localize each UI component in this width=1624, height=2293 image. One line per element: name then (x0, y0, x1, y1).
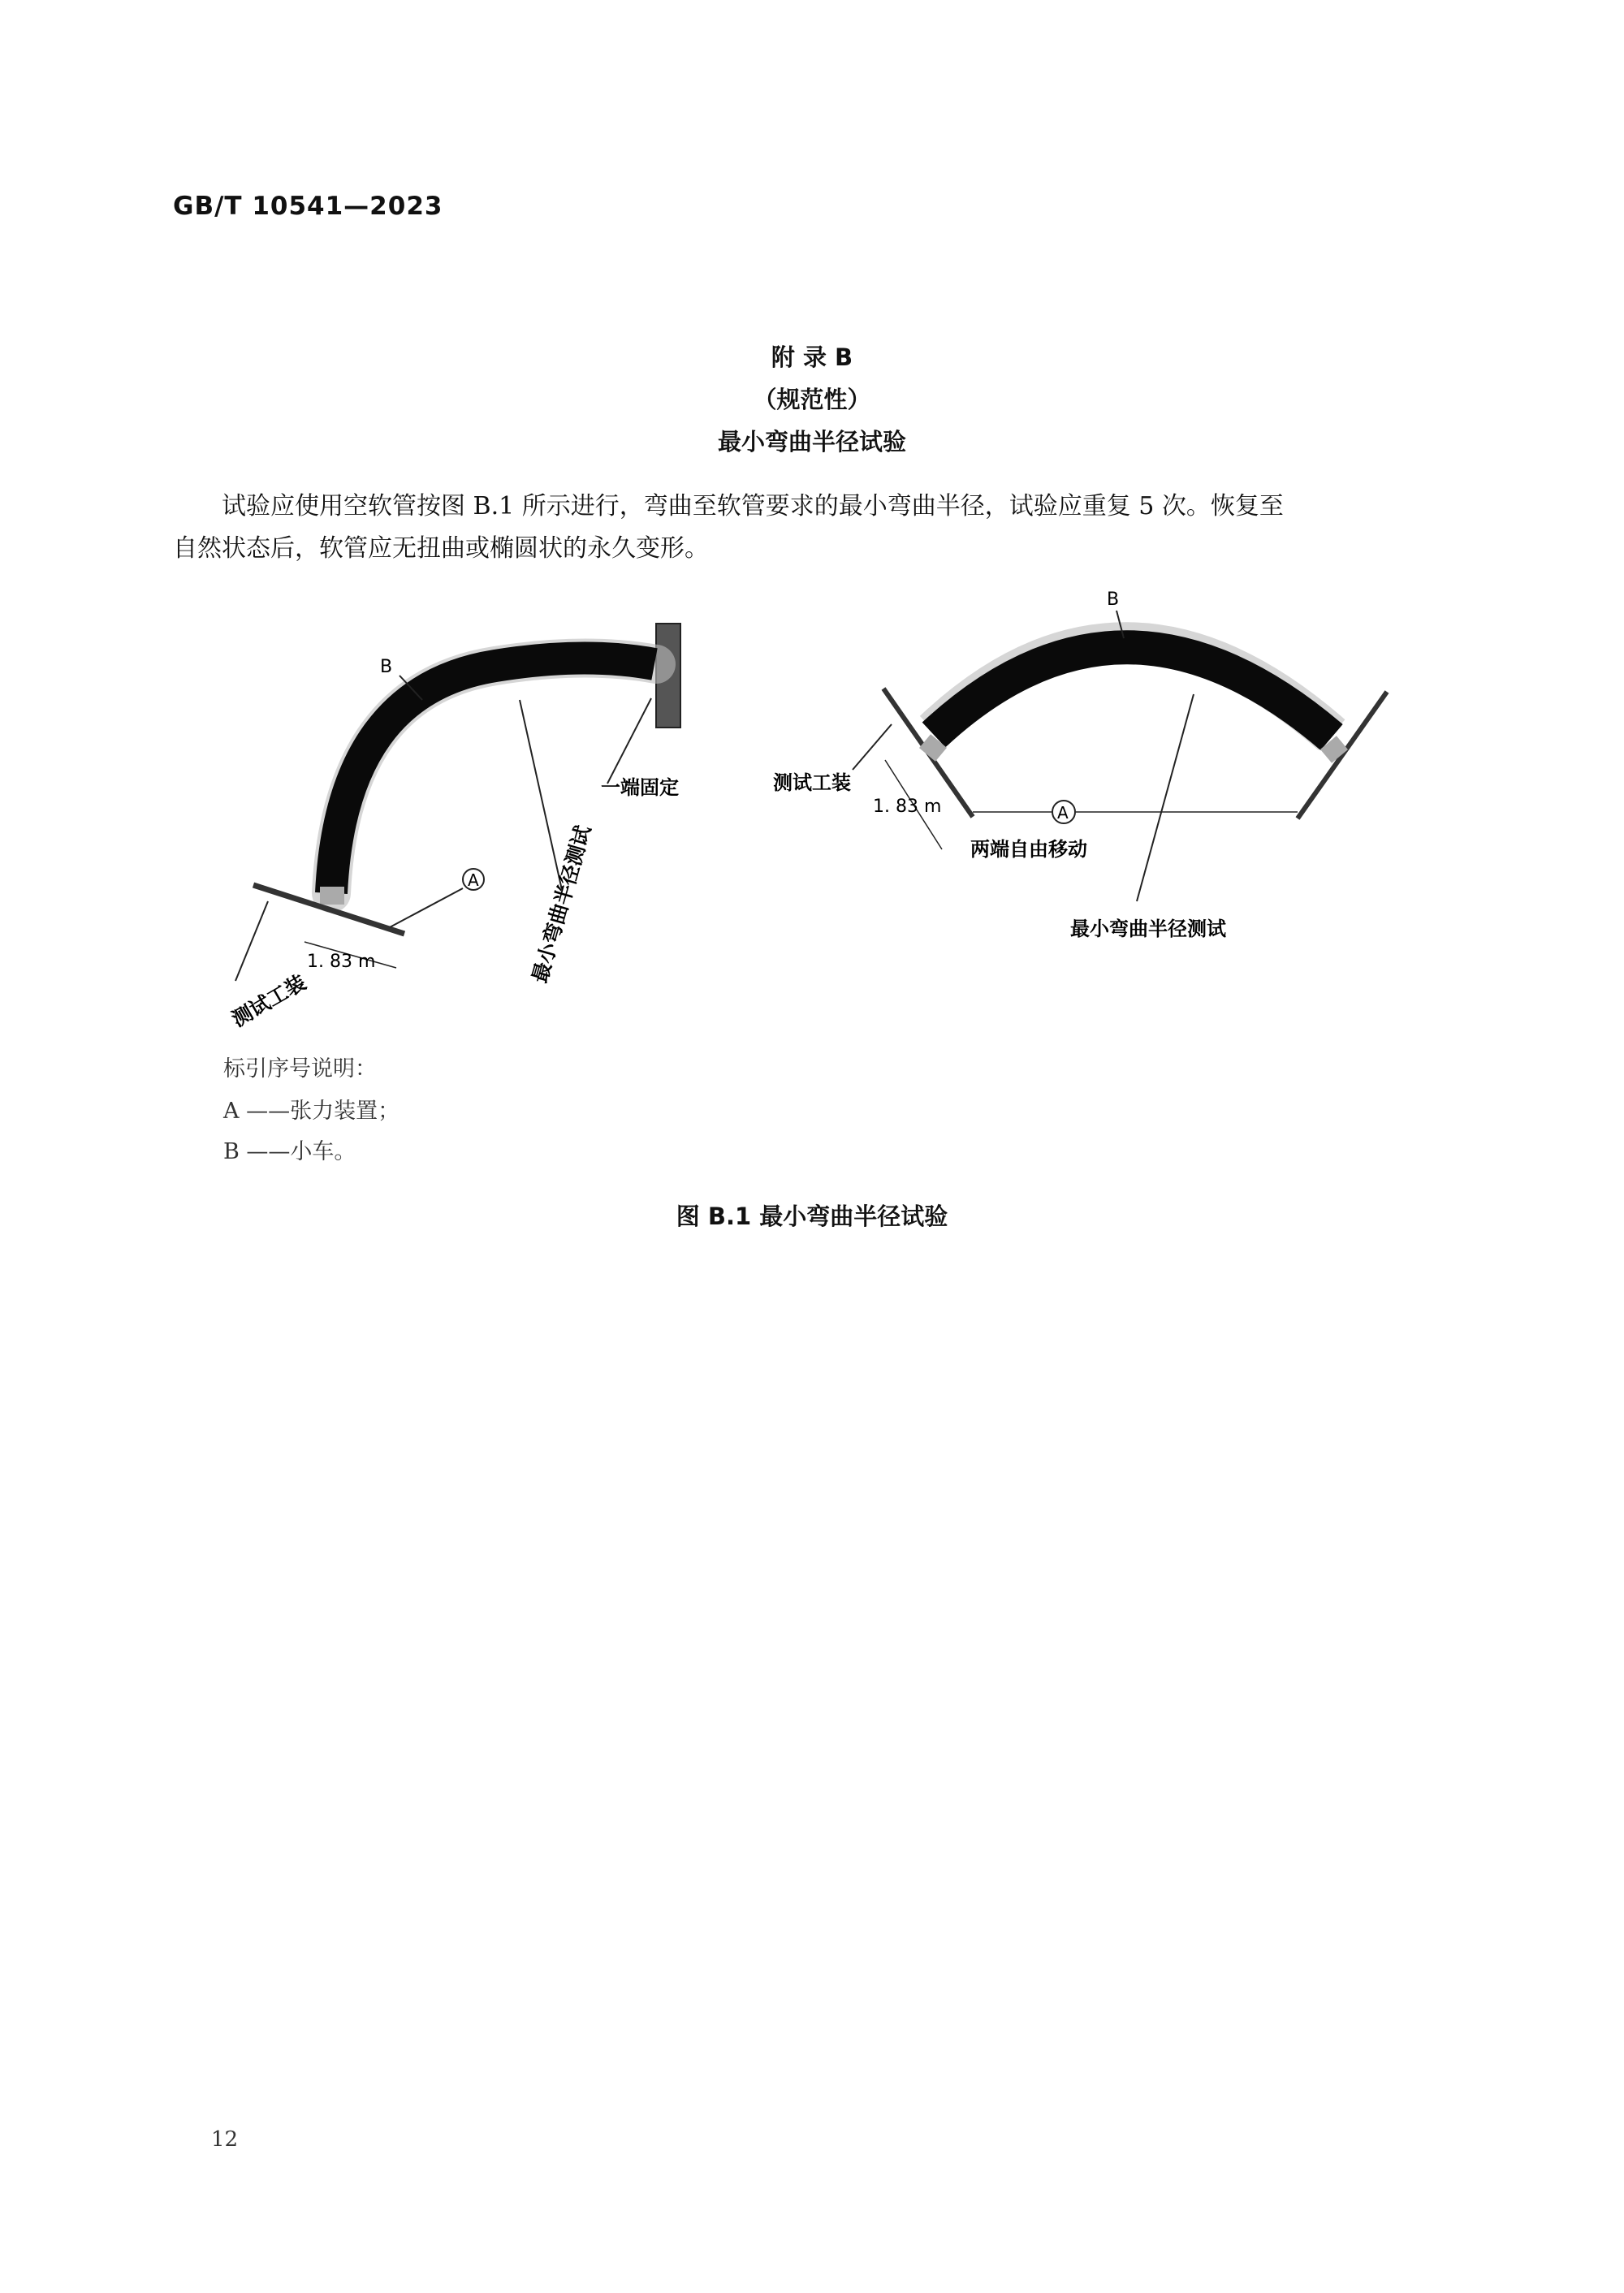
left-hose-coupling (320, 887, 344, 905)
left-min-radius-label: 最小弯曲半径测试 (527, 823, 595, 986)
right-test-fixture-label: 测试工装 (773, 771, 851, 794)
right-diagram (773, 589, 1387, 940)
annex-nature: （规范性） (753, 386, 871, 413)
left-label-a: A (468, 870, 479, 890)
right-both-ends-free-label: 两端自由移动 (970, 838, 1087, 861)
left-test-fixture-label: 测试工装 (227, 970, 310, 1032)
right-radius-leader (1137, 694, 1194, 901)
left-fixed-leader (607, 698, 651, 784)
right-label-b: B (1107, 589, 1120, 610)
left-a-leader (390, 888, 463, 927)
left-diagram (228, 624, 681, 1031)
left-radius-leader (520, 700, 562, 890)
legend-item-a: A ——张力装置； (223, 1099, 400, 1124)
figure-caption: 图 B.1 最小弯曲半径试验 (676, 1203, 948, 1230)
left-dimension-label: 1. 83 m (307, 952, 376, 972)
right-label-a: A (1057, 803, 1069, 823)
body-line-1: 试验应使用空软管按图 B.1 所示进行，弯曲至软管要求的最小弯曲半径，试验应重复 5 次。恢复至 (222, 492, 1284, 520)
left-fixed-end-label: 一端固定 (601, 776, 679, 799)
right-fixture-leader (853, 724, 892, 770)
body-line-2: 自然状态后，软管应无扭曲或椭圆状的永久变形。 (173, 534, 709, 563)
left-fixture-leader (235, 901, 268, 981)
right-min-radius-label: 最小弯曲半径测试 (1070, 918, 1226, 940)
left-label-b: B (380, 657, 393, 677)
legend-title: 标引序号说明： (223, 1056, 377, 1082)
figure-b1 (0, 0, 1624, 1137)
standard-code: GB/T 10541—2023 (173, 192, 443, 221)
page-number: 12 (211, 2127, 239, 2152)
right-dimension-label: 1. 83 m (873, 797, 942, 817)
annex-title: 最小弯曲半径试验 (717, 428, 906, 456)
annex-heading: 附 录 B (771, 343, 853, 371)
legend-item-b: B ——小车。 (223, 1139, 356, 1164)
